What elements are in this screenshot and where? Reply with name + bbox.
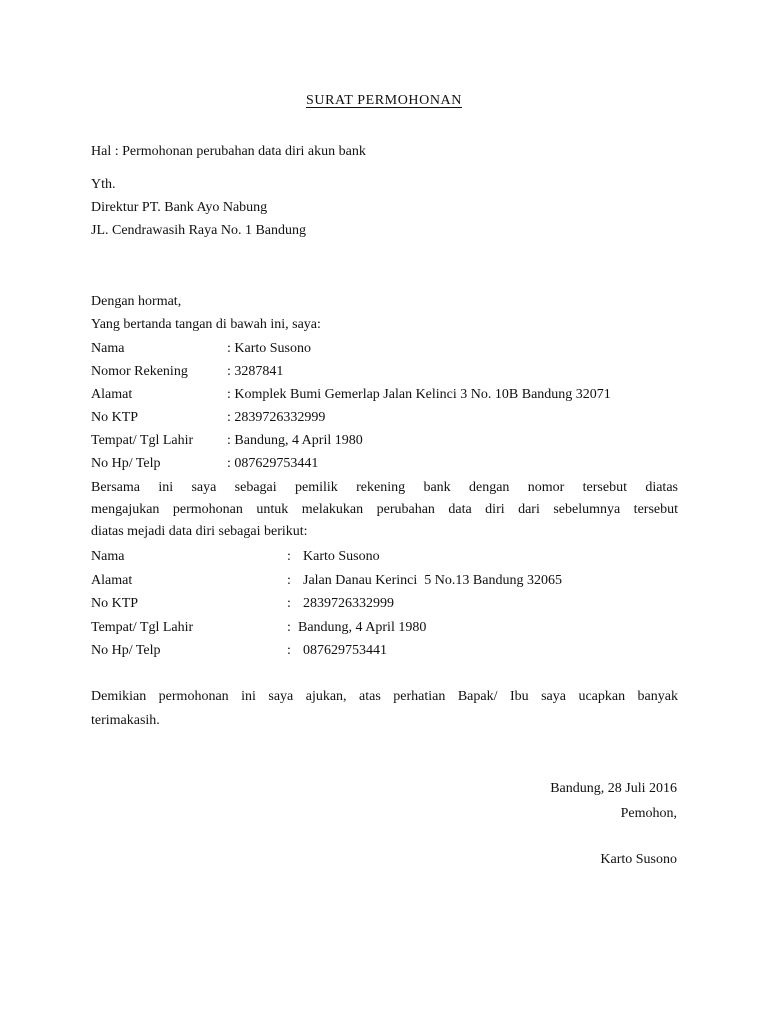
new-field-row [91,572,681,590]
field-value: : 3287841 [227,364,284,379]
applicant-field-row [91,409,681,427]
field-value: : 087629753441 [227,456,319,471]
greeting: Dengan hormat, [91,294,182,309]
field-label: Alamat [91,387,133,402]
recipient-name: Direktur PT. Bank Ayo Nabung [91,200,268,215]
new-field-row [91,595,681,613]
field-value: Jalan Danau Kerinci 5 No.13 Bandung 32065 [303,573,562,588]
recipient-address: JL. Cendrawasih Raya No. 1 Bandung [91,223,307,238]
field-label: No Hp/ Telp [91,456,161,471]
field-label: Nama [91,341,125,356]
field-value: 087629753441 [303,643,387,658]
new-field-row [91,548,681,566]
applicant-field-row [91,455,681,473]
new-field-row [91,619,681,637]
field-label: Nomor Rekening [91,364,188,379]
field-label: Nama [91,549,125,564]
closing-paragraph-line: terimakasih. [91,713,160,728]
field-colon: : [287,643,291,658]
field-label: No KTP [91,596,139,611]
applicant-field-row [91,363,681,381]
field-value: : 2839726332999 [227,410,326,425]
body-paragraph [91,479,678,545]
signer-role: Pemohon, [620,806,677,821]
field-value: : Bandung, 4 April 1980 [227,433,363,448]
field-colon: : [287,620,291,635]
field-label: Alamat [91,573,133,588]
field-label: No Hp/ Telp [91,643,161,658]
field-colon: : [287,573,291,588]
body-paragraph-line: mengajukan permohonan untuk melakukan perubahan data diri dari sebelumnya tersebut [91,502,678,517]
subject-line: Hal : Permohonan perubahan data diri akun bank [91,144,366,159]
field-label: No KTP [91,410,139,425]
closing-paragraph-line: Demikian permohonan ini saya ajukan, atas perhatian Bapak/ Ibu saya ucapkan banyak [91,689,678,704]
field-value: Karto Susono [303,549,380,564]
applicant-field-row [91,386,681,404]
field-value: Bandung, 4 April 1980 [298,620,427,635]
field-colon: : [287,596,291,611]
closing-paragraph [91,688,678,734]
body-paragraph-line: diatas mejadi data diri sebagai berikut: [91,524,308,539]
place-date: Bandung, 28 Juli 2016 [550,781,677,796]
field-label: Tempat/ Tgl Lahir [91,620,194,635]
intro-text: Yang bertanda tangan di bawah ini, saya: [91,317,321,332]
new-field-row [91,642,681,660]
letter-title: SURAT PERMOHONAN [306,93,462,108]
field-value: : Komplek Bumi Gemerlap Jalan Kelinci 3 No. 10B Bandung 32071 [227,387,611,402]
field-colon: : [287,549,291,564]
applicant-field-row [91,340,681,358]
field-label: Tempat/ Tgl Lahir [91,433,194,448]
applicant-field-row [91,432,681,450]
body-paragraph-line: Bersama ini saya sebagai pemilik rekening bank dengan nomor tersebut diatas [91,480,678,495]
field-value: : Karto Susono [227,341,311,356]
signer-name: Karto Susono [600,852,677,867]
recipient-salutation: Yth. [91,177,116,192]
field-value: 2839726332999 [303,596,394,611]
